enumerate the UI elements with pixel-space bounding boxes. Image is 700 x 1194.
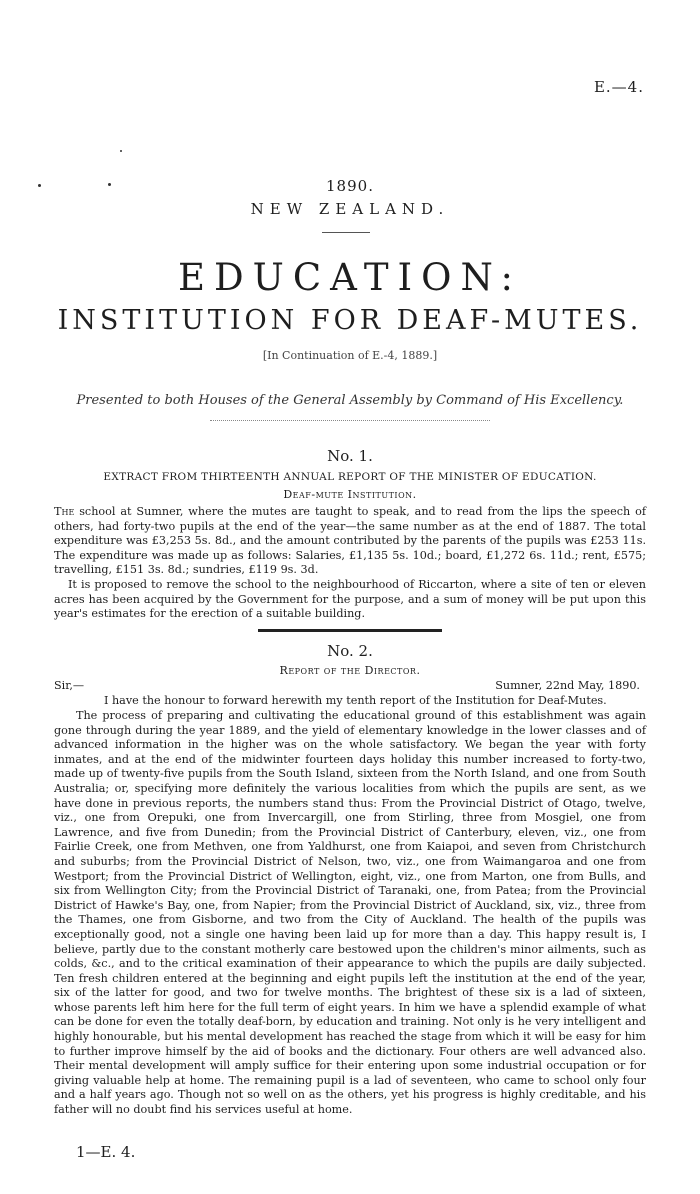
section-1-paragraph-1: [54, 505, 646, 578]
section-2-number: No. 2.: [327, 642, 373, 660]
section-1-subheading: Deaf-mute Institution.: [283, 488, 417, 501]
main-title: EDUCATION:: [177, 256, 522, 299]
title-divider: [322, 232, 370, 233]
place-date: Sumner, 22nd May, 1890.: [495, 679, 640, 692]
para-lead-word: The: [54, 505, 75, 518]
section-2-paragraph-1: I have the honour to forward herewith my tenth report of the Institution for Deaf-Mutes.: [104, 694, 607, 707]
publication-year: 1890.: [326, 177, 374, 195]
section-divider: [258, 629, 442, 632]
para-body: school at Sumner, where the mutes are taught to speak, and to read from the lips the speech of others, had forty-two pupils at the end of the year—the same number as at the end of 1887. The total expenditure was £3,253 5s. 8d., and the amount contributed by the parents of the pupils was £253 11s. The expenditure was made up as follows: Salaries, £1,135 5s. 10d.; board, £1,272 6s. 11d.; rent, £575; travelling, £151 3s. 8d.; sundries, £119 9s. 3d.: [54, 505, 646, 577]
section-2-heading: Report of the Director.: [279, 664, 421, 677]
footer-code: 1—E. 4.: [76, 1143, 136, 1161]
salutation: Sir,—: [54, 679, 85, 692]
continuation-note: [In Continuation of E.-4, 1889.]: [262, 349, 438, 362]
section-2-paragraph-2: The process of preparing and cultivating the educational ground of this establishment was again gone through during the year 1889, and the yield of elementary knowledge in the lower classes and of advanced information in the higher was on the whole satisfactory. We began the year with forty inmates, and at the end of the midwinter fourteen days holiday this number increased to forty-two, made up of twenty-five pupils from the South Island, sixteen from the North Island, and one from South Australia; or, specifying more definitely the various localities from which the pupils are sent, as we have done in previous reports, the numbers stand thus: From the Provincial District of Otago, twelve, viz., one from Orepuki, one from Invercargill, one from Stirling, three from Mosgiel, one from Lawrence, and five from Dunedin; from the Provincial District of Canterbury, eleven, viz., one from Fairlie Creek, one from Methven, one from Yaldhurst, one from Kaiapoi, and seven from Christchurch and suburbs; from the Provincial District of Nelson, two, viz., one from Waimangaroa and one from Westport; from the Provincial District of Wellington, eight, viz., one from Marton, one from Bulls, and six from Wellington City; from the Provincial District of Taranaki, one, from Patea; from the Provincial District of Hawke's Bay, one, from Napier; from the Provincial District of Auckland, six, viz., three from the Thames, one from Gisborne, and two from the City of Auckland. The health of the pupils was exceptionally good, not a single one having been laid up for more than a day. This happy result is, I believe, partly due to the constant motherly care bestowed upon the children's minor ailments, such as colds, &c., and to the critical examination of their appearance to which the pupils are daily subjected. Ten fresh children entered at the beginning and eight pupils left the institution at the end of the year, six of the latter for good, and two for twelve months. The brightest of these six is a lad of sixteen, whose parents left him here for the full term of eight years. In him we have a splendid example of what can be done for even the totally deaf-born, by education and training. Not only is he very intelligent and highly honourable, but his mental development has reached the stage from which it will be easy for him to further improve himself by the aid of books and the dictionary. Four others are well advanced also. Their mental development will amply suffice for their entering upon some industrial occupation or for giving valuable help at home. The remaining pupil is a lad of seventeen, who came to school only four and a half years ago. Though not so well on as the others, yet his progress is highly creditable, and his father will no doubt find his services useful at home.: [54, 709, 646, 1117]
section-1-number: No. 1.: [327, 447, 373, 465]
dotted-divider: [210, 420, 490, 421]
country-name: NEW ZEALAND.: [250, 200, 450, 218]
page-code: E.—4.: [593, 78, 644, 96]
section-1-heading: EXTRACT FROM THIRTEENTH ANNUAL REPORT OF THE MINISTER OF EDUCATION.: [103, 471, 597, 483]
section-1-paragraph-2: It is proposed to remove the school to the neighbourhood of Riccarton, where a site of ten or eleven acres has been acquired by the Government for the purpose, and a sum of money will be put upon this year's estimates for the erection of a suitable building.: [54, 578, 646, 621]
sub-title: INSTITUTION FOR DEAF-MUTES.: [57, 305, 643, 336]
presented-note: Presented to both Houses of the General Assembly by Command of His Excellency.: [76, 393, 624, 408]
